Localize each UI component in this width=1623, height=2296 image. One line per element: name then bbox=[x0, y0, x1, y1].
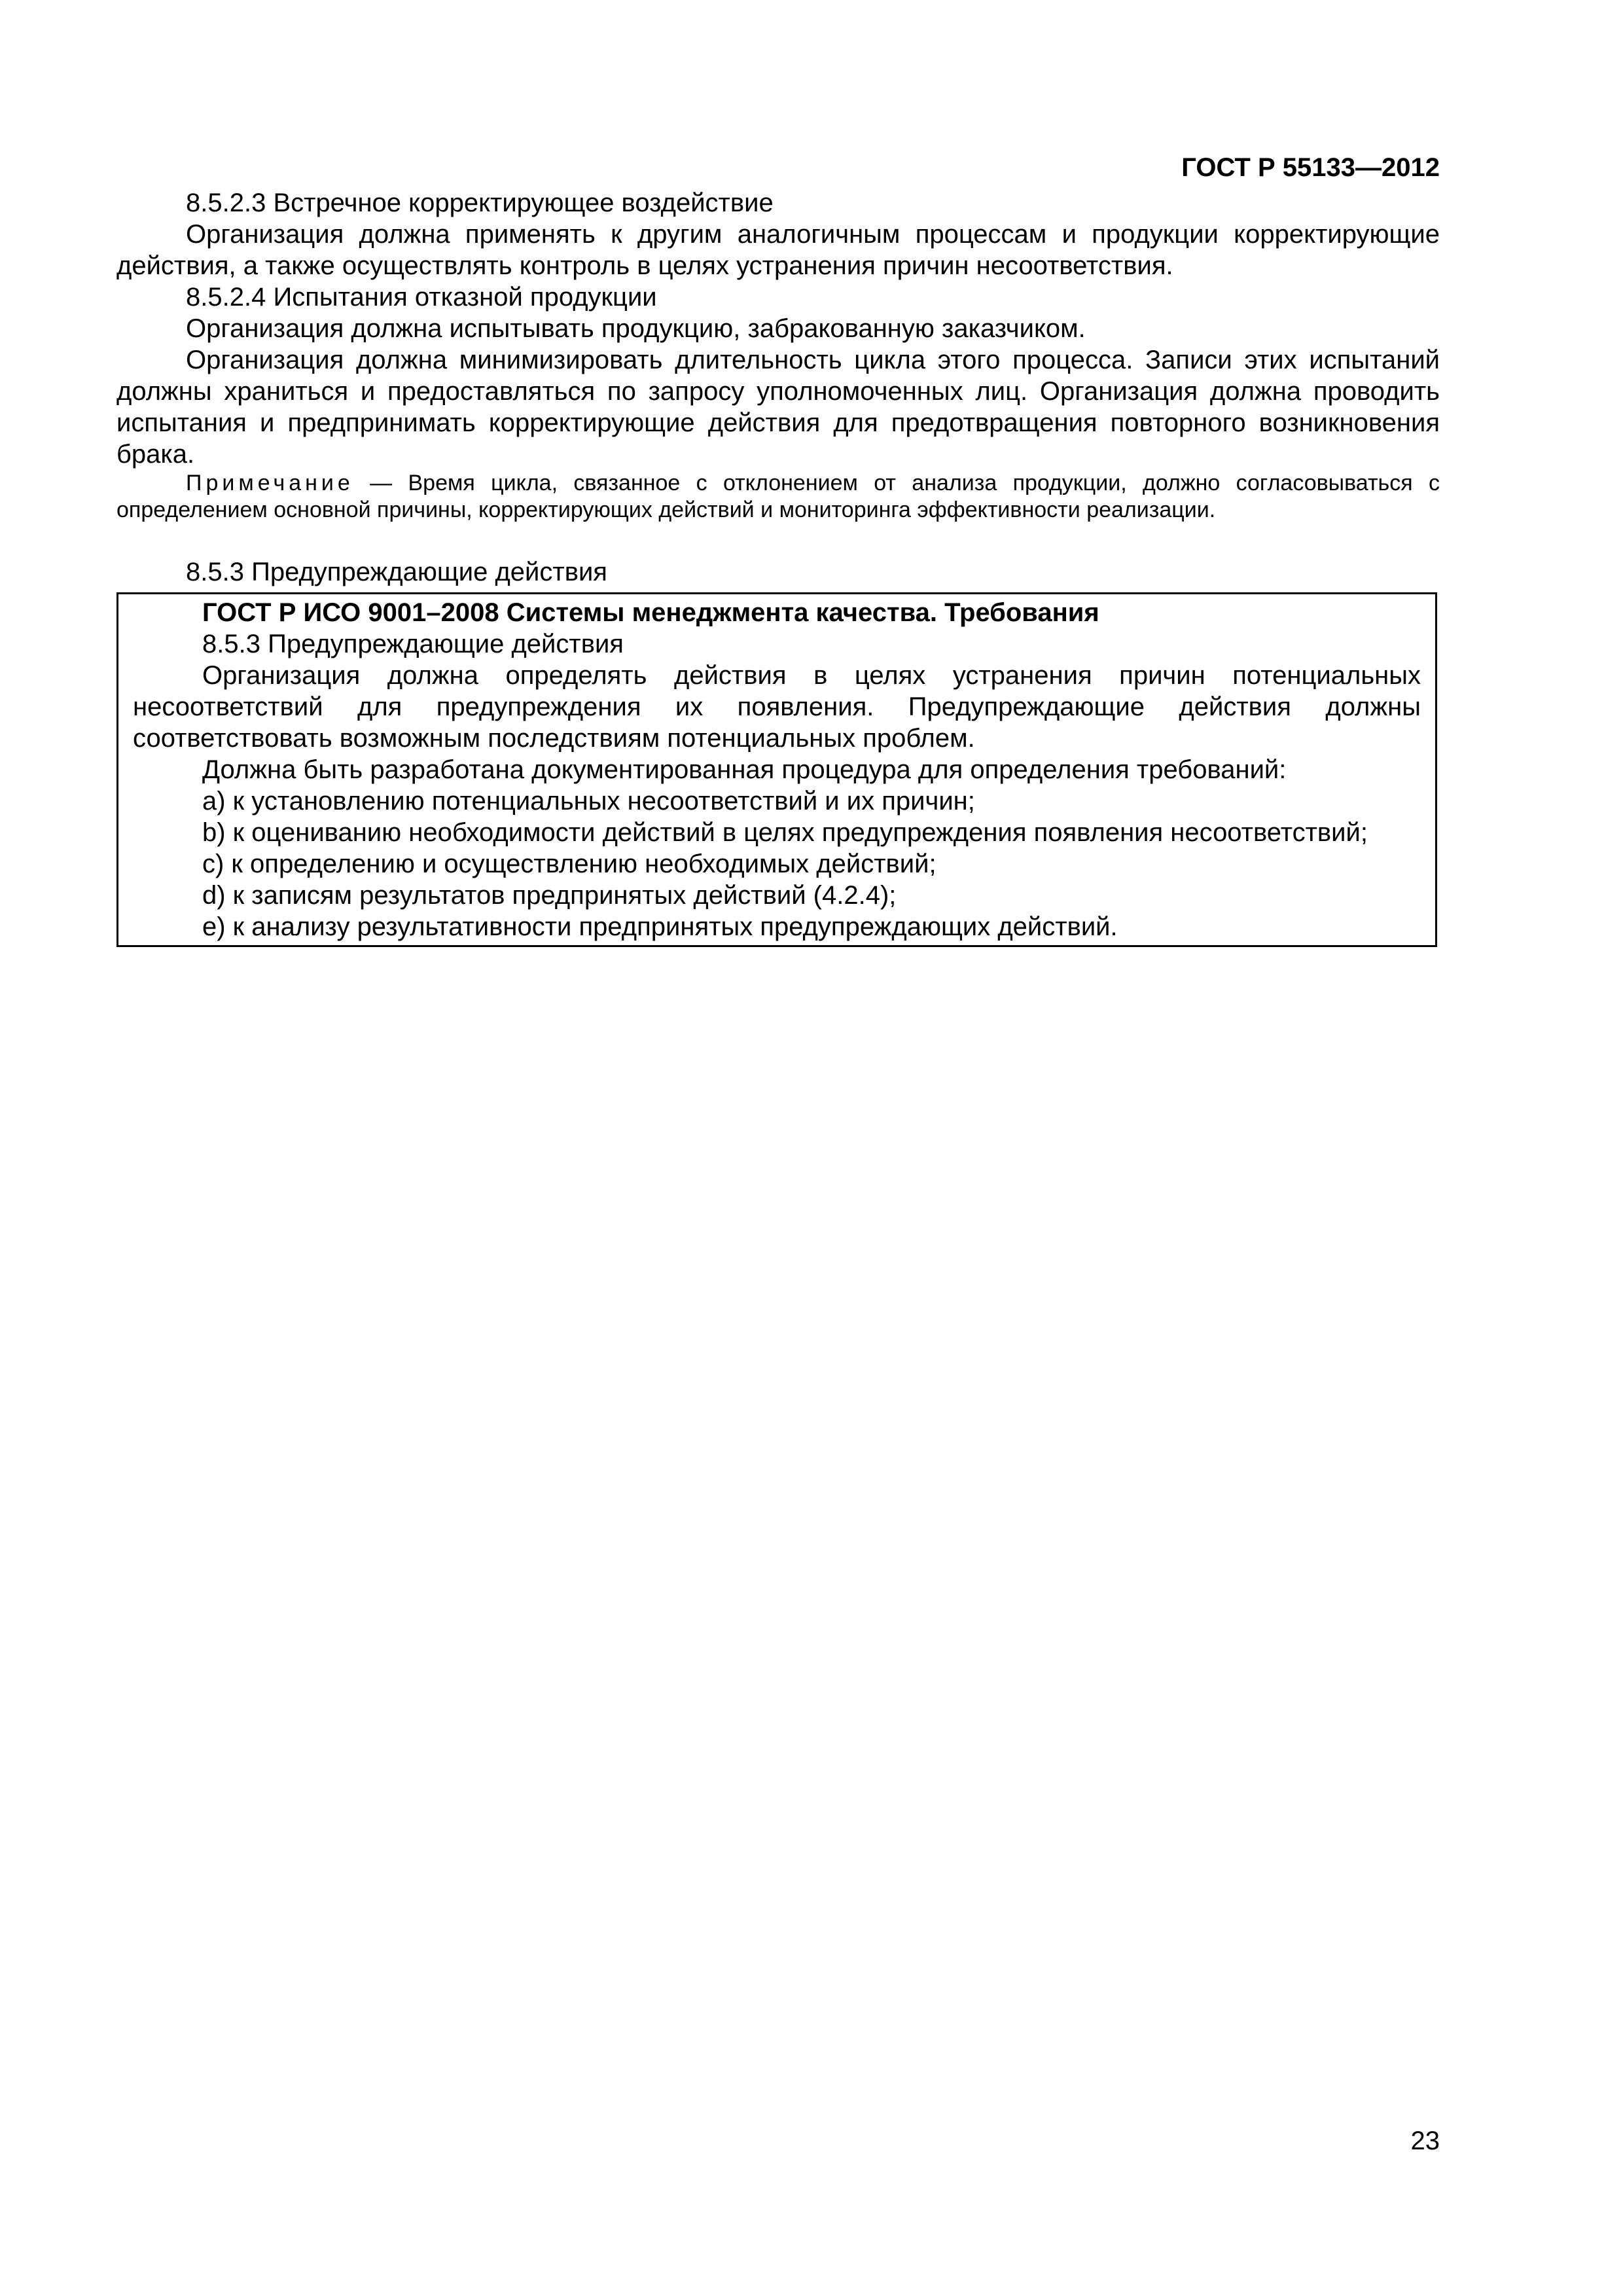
list-item: d) к записям результатов предпринятых действий (4.2.4); bbox=[202, 881, 897, 910]
section-8524-text-1: Организация должна испытывать продукцию, забракованную заказчиком. bbox=[186, 314, 1086, 343]
box-text-1: Организация должна определять действия в целях устранения причин потенциальных несоответствий для предупреждения их появления. Предупреждающие действия должны соответствовать возможным последствиям потенциальных проблем. bbox=[133, 661, 1421, 753]
list-item: b) к оцениванию необходимости действий в целях предупреждения появления несоответствий; bbox=[202, 818, 1368, 847]
box-title: ГОСТ Р ИСО 9001–2008 Системы менеджмента качества. Требования bbox=[202, 598, 1099, 627]
list-item: c) к определению и осуществлению необходимых действий; bbox=[202, 850, 936, 878]
note-label: Примечание bbox=[186, 471, 354, 495]
document-code: ГОСТ Р 55133—2012 bbox=[1181, 153, 1440, 182]
section-8524-text-2: Организация должна минимизировать длительность цикла этого процесса. Записи этих испытаний должны храниться и предоставляться по запросу уполномоченных лиц. Организация должна проводить испытания и предпринимать корректирующие действия для предотвращения повторного возникновения брака. bbox=[116, 346, 1440, 469]
note bbox=[116, 470, 1440, 524]
section-8523-heading: 8.5.2.3 Встречное корректирующее воздействие bbox=[186, 188, 774, 217]
main-text bbox=[116, 187, 1440, 588]
section-853-heading: 8.5.3 Предупреждающие действия bbox=[186, 558, 607, 586]
page-number: 23 bbox=[1410, 2126, 1440, 2155]
note-text: — Время цикла, связанное с отклонением от анализа продукции, должно согласовываться с определением основной причины, корректирующих действий и мониторинга эффективности реализации. bbox=[116, 471, 1440, 522]
list-item: e) к анализу результативности предпринятых предупреждающих действий. bbox=[202, 912, 1118, 941]
quoted-standard-box bbox=[116, 592, 1437, 947]
section-8523-text: Организация должна применять к другим аналогичным процессам и продукции корректирующие действия, а также осуществлять контроль в целях устранения причин несоответствия. bbox=[116, 220, 1440, 280]
box-heading: 8.5.3 Предупреждающие действия bbox=[202, 630, 624, 658]
box-text-2: Должна быть разработана документированная процедура для определения требований: bbox=[202, 755, 1287, 784]
section-8524-heading: 8.5.2.4 Испытания отказной продукции bbox=[186, 283, 657, 312]
list-item: a) к установлению потенциальных несоответствий и их причин; bbox=[202, 787, 975, 816]
